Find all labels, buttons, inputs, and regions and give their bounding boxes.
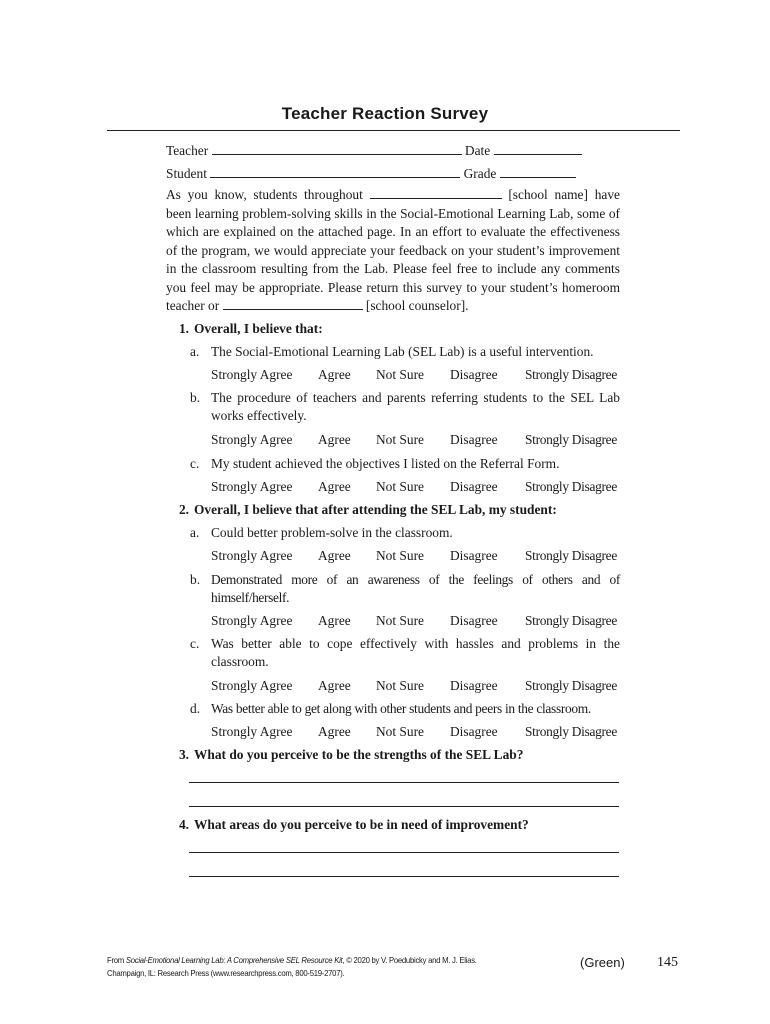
question-number: 2. bbox=[178, 502, 189, 517]
item-text: The procedure of teachers and parents referring students to the SEL Lab works effectively. bbox=[211, 390, 620, 423]
copyright-footer bbox=[107, 954, 477, 980]
option-strongly-disagree[interactable]: Strongly Disagree bbox=[525, 548, 617, 563]
student-field-row bbox=[166, 165, 576, 183]
option-disagree[interactable]: Disagree bbox=[450, 479, 498, 494]
option-strongly-agree[interactable]: Strongly Agree bbox=[211, 724, 293, 739]
option-agree[interactable]: Agree bbox=[318, 678, 351, 693]
question-text: What do you perceive to be the strengths of the SEL Lab? bbox=[194, 747, 524, 762]
item-text: My student achieved the objectives I listed on the Referral Form. bbox=[211, 456, 560, 471]
option-agree[interactable]: Agree bbox=[318, 724, 351, 739]
intro-part-3: [school counselor]. bbox=[365, 298, 469, 313]
question-number: 4. bbox=[178, 817, 189, 832]
option-agree[interactable]: Agree bbox=[318, 548, 351, 563]
answer-line[interactable] bbox=[189, 852, 619, 853]
option-not-sure[interactable]: Not Sure bbox=[376, 678, 424, 693]
option-agree[interactable]: Agree bbox=[318, 367, 351, 382]
option-strongly-disagree[interactable]: Strongly Disagree bbox=[525, 678, 617, 693]
option-strongly-disagree[interactable]: Strongly Disagree bbox=[525, 613, 617, 628]
question-2 bbox=[166, 501, 557, 519]
question-1a bbox=[190, 343, 620, 361]
intro-paragraph bbox=[166, 186, 620, 316]
item-text: Could better problem-solve in the classroom. bbox=[211, 525, 453, 540]
rating-scale-2a bbox=[0, 547, 770, 565]
teacher-label: Teacher bbox=[166, 143, 209, 158]
question-text: Overall, I believe that: bbox=[194, 321, 323, 336]
color-tag: (Green) bbox=[580, 955, 625, 970]
grade-blank[interactable] bbox=[500, 165, 576, 178]
intro-part-1: As you know, students throughout bbox=[166, 187, 363, 202]
item-letter: d. bbox=[190, 701, 201, 716]
rating-scale-1c bbox=[0, 478, 770, 496]
title-rule bbox=[107, 130, 680, 131]
question-1b bbox=[190, 389, 620, 425]
item-letter: c. bbox=[190, 636, 200, 651]
item-text: Was better able to get along with other students and peers in the classroom. bbox=[211, 701, 591, 716]
option-strongly-agree[interactable]: Strongly Agree bbox=[211, 479, 293, 494]
option-strongly-agree[interactable]: Strongly Agree bbox=[211, 548, 293, 563]
date-label: Date bbox=[464, 143, 491, 158]
student-blank[interactable] bbox=[210, 165, 460, 178]
option-strongly-agree[interactable]: Strongly Agree bbox=[211, 367, 293, 382]
item-text: Was better able to cope effectively with hassles and problems in the classroom. bbox=[211, 636, 620, 669]
option-strongly-disagree[interactable]: Strongly Disagree bbox=[525, 367, 617, 382]
rating-scale-2b bbox=[0, 612, 770, 630]
item-text: Demonstrated more of an awareness of the feelings of others and of himself/herself. bbox=[211, 572, 620, 605]
option-not-sure[interactable]: Not Sure bbox=[376, 479, 424, 494]
answer-line[interactable] bbox=[189, 782, 619, 783]
teacher-blank[interactable] bbox=[212, 142, 462, 155]
option-not-sure[interactable]: Not Sure bbox=[376, 432, 424, 447]
option-disagree[interactable]: Disagree bbox=[450, 678, 498, 693]
rating-scale-2c bbox=[0, 677, 770, 695]
page-title: Teacher Reaction Survey bbox=[281, 104, 489, 123]
option-disagree[interactable]: Disagree bbox=[450, 548, 498, 563]
student-label: Student bbox=[166, 166, 207, 181]
footer-line-2: Champaign, IL: Research Press (www.researchpress.com, 800-519-2707). bbox=[107, 968, 345, 978]
question-4 bbox=[166, 816, 529, 834]
option-not-sure[interactable]: Not Sure bbox=[376, 548, 424, 563]
teacher-field-row bbox=[166, 142, 582, 160]
item-letter: b. bbox=[190, 390, 201, 405]
option-disagree[interactable]: Disagree bbox=[450, 613, 498, 628]
teacher-name-blank[interactable] bbox=[223, 298, 363, 310]
option-strongly-agree[interactable]: Strongly Agree bbox=[211, 613, 293, 628]
footer-credit: , © 2020 by V. Poedubicky and M. J. Elias. bbox=[342, 955, 477, 965]
question-1c bbox=[190, 455, 620, 473]
option-not-sure[interactable]: Not Sure bbox=[376, 367, 424, 382]
item-letter: a. bbox=[190, 344, 200, 359]
item-letter: a. bbox=[190, 525, 200, 540]
question-2a bbox=[190, 524, 620, 542]
question-2b bbox=[190, 571, 620, 607]
answer-line[interactable] bbox=[189, 806, 619, 807]
question-text: What areas do you perceive to be in need of improvement? bbox=[194, 817, 529, 832]
book-title: Social-Emotional Learning Lab: A Comprehensive SEL Resource Kit bbox=[125, 955, 343, 965]
question-number: 3. bbox=[178, 747, 189, 762]
item-letter: c. bbox=[190, 456, 200, 471]
option-disagree[interactable]: Disagree bbox=[450, 432, 498, 447]
school-name-blank[interactable] bbox=[370, 187, 502, 199]
answer-line[interactable] bbox=[189, 876, 619, 877]
option-agree[interactable]: Agree bbox=[318, 432, 351, 447]
footer-from: From bbox=[107, 955, 126, 965]
question-text: Overall, I believe that after attending the SEL Lab, my student: bbox=[194, 502, 557, 517]
item-text: The Social-Emotional Learning Lab (SEL Lab) is a useful intervention. bbox=[211, 344, 594, 359]
footer-line-1 bbox=[107, 954, 477, 967]
option-disagree[interactable]: Disagree bbox=[450, 367, 498, 382]
option-strongly-agree[interactable]: Strongly Agree bbox=[211, 678, 293, 693]
option-agree[interactable]: Agree bbox=[318, 613, 351, 628]
question-number: 1. bbox=[178, 321, 189, 336]
option-strongly-disagree[interactable]: Strongly Disagree bbox=[525, 479, 617, 494]
option-strongly-disagree[interactable]: Strongly Disagree bbox=[525, 724, 617, 739]
option-strongly-disagree[interactable]: Strongly Disagree bbox=[525, 432, 617, 447]
rating-scale-1b bbox=[0, 431, 770, 449]
grade-label: Grade bbox=[463, 166, 497, 181]
page-number: 145 bbox=[657, 955, 678, 970]
rating-scale-2d bbox=[0, 723, 770, 741]
option-not-sure[interactable]: Not Sure bbox=[376, 724, 424, 739]
question-2c bbox=[190, 635, 620, 671]
option-agree[interactable]: Agree bbox=[318, 479, 351, 494]
date-blank[interactable] bbox=[494, 142, 582, 155]
item-letter: b. bbox=[190, 572, 201, 587]
option-strongly-agree[interactable]: Strongly Agree bbox=[211, 432, 293, 447]
rating-scale-1a bbox=[0, 366, 770, 384]
question-1 bbox=[166, 320, 323, 338]
intro-part-2: [school name] have been learning problem-solving skills in the Social-Emotional Learning Lab, some of which are explained on the attached page. In an effort to evaluate the effectiveness of the program, we would appreciate your feedback on your student’s improvement in the classroom resulting from the Lab. Please feel free to include any comments you feel may be appropriate. Please return this survey to your student’s homeroom teacher or bbox=[166, 187, 620, 313]
option-disagree[interactable]: Disagree bbox=[450, 724, 498, 739]
option-not-sure[interactable]: Not Sure bbox=[376, 613, 424, 628]
question-3 bbox=[166, 746, 523, 764]
question-2d bbox=[190, 700, 620, 718]
